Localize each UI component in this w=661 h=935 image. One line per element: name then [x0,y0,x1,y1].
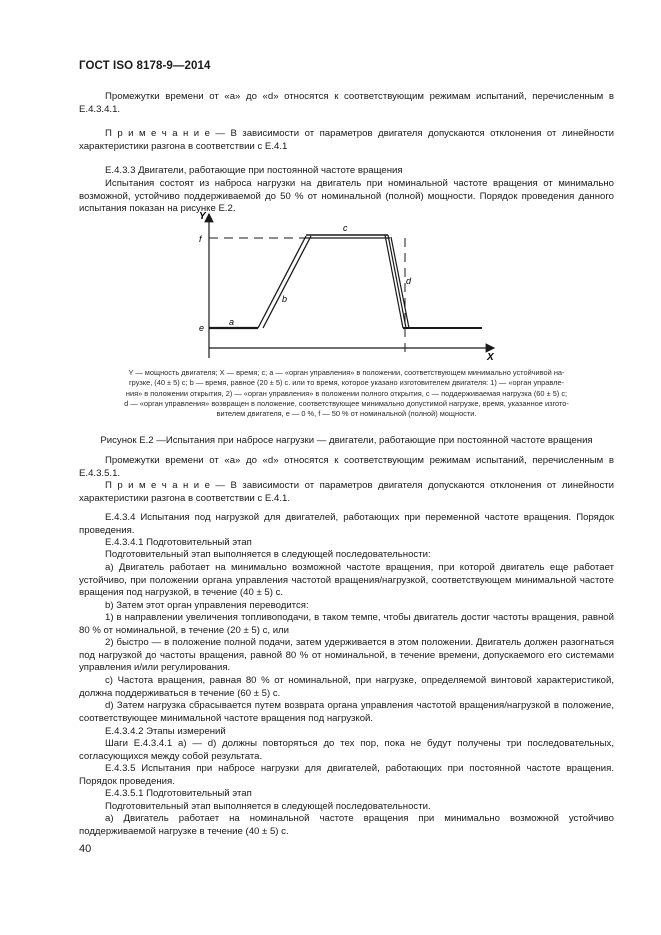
section-heading: Е.4.3.5 Испытания при набросе нагрузки для двигателей, работающих при постоянной частоте вращения. Порядок проведения. [79,763,614,787]
paragraph: b) Затем этот орган управления переводится: [105,600,309,611]
paragraph: d) Затем нагрузка сбрасывается путем возврата органа управления частотой вращения/нагрузкой в положение, соответствующее минимальной частоте вращения под нагрузкой. [79,700,614,724]
note-label: П р и м е ч а н и е [105,480,210,491]
paragraph: Промежутки времени от «a» до «d» относятся к соответствующим режимам испытаний, перечисленным в Е.4.3.4.1. [79,91,614,115]
caption-line: ния» в положении открытия, 2) — «орган управления» в положении полного открытия, c — поддерживаемая нагрузка (60 ± 5) с; [125,388,568,398]
subsection-heading: Е.4.3.5.1 Подготовительный этап [105,788,252,799]
paragraph: 1) в направлении увеличения топливоподачи, в таком темпе, чтобы двигатель достиг частоты вращения, равной 80 % от номинальной, в течение (20 ± 5) с, или [79,612,614,636]
section-heading: Е.4.3.3 Двигатели, работающие при постоянной частоте вращения [105,165,403,176]
segment-d-label: d [406,276,412,286]
caption-line: грузке, (40 ± 5) с; b — время, равное (20 ± 5) с. или то время, которое указано изготовителем двигателя: 1) — «орган управле- [128,378,565,388]
document-header: ГОСТ ISO 8178-9—2014 [79,60,211,72]
paragraph: а) Двигатель работает на номинальной частоте вращения при минимально возможной устойчиво поддерживаемой нагрузке в течение (40 ± 5) с. [79,813,614,837]
caption-line: Y — мощность двигателя; X — время; c; a — «орган управления» в положении, соответствующем минимально устойчивой на- [128,368,565,377]
segment-b-line-1 [258,236,306,328]
subsection-heading: Е.4.3.4.2 Этапы измерений [105,726,226,737]
segment-c-label: c [343,223,348,233]
figure-title: Рисунок Е.2 —Испытания при набросе нагрузки — двигатели, работающие при постоянной частоте вращения [100,435,593,446]
x-axis-label: X [487,352,494,363]
note [79,128,614,153]
segment-a-label: a [229,317,235,327]
segment-b-label: b [282,294,288,304]
segment-b-line-2 [263,236,311,328]
note-text: — В зависимости от параметров двигателя допускаются отклонения от линейности характеристики разгона в соответствии с Е.4.1. [79,480,615,504]
subsection-heading: Е.4.3.4.1 Подготовительный этап [105,537,252,548]
caption-line: d — «орган управления» возвращен в положение, соответствующее минимально допустимой нагрузке, время, указанное изгото- [124,398,569,408]
paragraph: Подготовительный этап выполняется в следующей последовательности: [105,549,431,560]
figure-e2-graph [0,205,661,365]
paragraph: Испытания состоят из наброса нагрузки на двигатель при номинальной частоте вращения от минимально возможной, устойчиво поддерживаемой до 50 % от номинальной (полной) мощности. Порядок проведения данного испытания показан на рисунке Е.2. [79,178,614,215]
segment-d-line-2 [388,235,406,328]
section-heading: Е.4.3.4 Испытания под нагрузкой для двигателей, работающих при переменной частоте вращения. Порядок проведения. [79,512,614,536]
paragraph: Промежутки времени от «a» до «d» относятся к соответствующим режимам испытаний, перечисленным в Е.4.3.5.1. [79,455,614,479]
note-label: П р и м е ч а н и е [105,128,210,139]
caption-line: вителем двигателя, e — 0 %, f — 50 % от номинальной (полной) мощности. [216,409,477,419]
paragraph: Подготовительный этап выполняется в следующей последовательности. [105,801,431,812]
figure-caption [79,368,614,419]
e-label: e [199,323,205,333]
y-axis-label: Y [199,211,206,222]
paragraph: c) Частота вращения, равная 80 % от номинальной, при нагрузке, определяемой винтовой характеристикой, должна поддерживаться в течение (60 ± 5) с. [79,675,614,699]
paragraph: 2) быстро — в положение полной подачи, затем удерживается в этом положении. Двигатель должен разогнаться под нагрузкой до частоты вращения, равной 80 % от номинальной, в течение времени, допускаемого его системами управления и/или регулирования. [79,637,614,674]
paragraph: а) Двигатель работает на минимально возможной частоте вращения, при которой двигатель еще работает устойчиво, при положении органа управления частотой вращения/нагрузкой, соответствующем минимальной частоте вращения под нагрузкой, в течение (40 ± 5) с. [79,562,614,599]
page-number: 40 [79,843,92,855]
f-label: f [199,234,202,244]
note [79,480,614,505]
paragraph: Шаги Е.4.3.4.1 а) — d) должны повторяться до тех пор, пока не будут получены три последовательных, согласующихся между собой результата. [79,738,614,762]
note-text: — В зависимости от параметров двигателя допускаются отклонения от линейности характеристики разгона в соответствии с Е.4.1 [79,128,615,152]
